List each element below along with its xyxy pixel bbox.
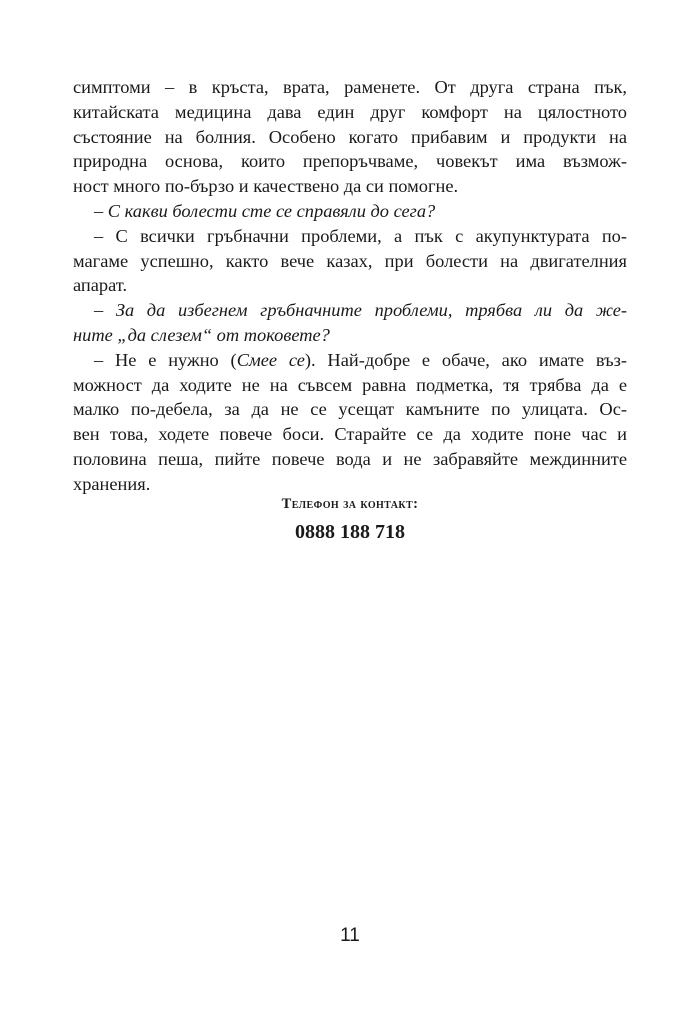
interview-question xyxy=(73,298,627,348)
interview-answer xyxy=(73,224,627,298)
text-fragment: ). Най-добре е обаче, ако имате въз- xyxy=(304,349,627,370)
text-line: ните „да слезем“ от токовете? xyxy=(73,324,330,345)
interview-answer xyxy=(73,348,627,497)
paragraph xyxy=(73,75,627,199)
contact-phone: 0888 188 718 xyxy=(295,521,405,543)
text-line: – С какви болести сте се справяли до сега? xyxy=(94,200,436,221)
text-line: ност много по-бързо и качествено да си помогне. xyxy=(73,176,459,197)
text-line: малко по-дебела, за да не се усещат камъните по улицата. Ос- xyxy=(73,399,627,420)
text-line: природна основа, които препоръчваме, човекът има възмож- xyxy=(73,151,627,172)
text-line: състояние на болния. Особено когато прибавим и продукти на xyxy=(73,126,627,147)
text-line: хранения. xyxy=(73,473,151,494)
text-fragment: – Не е нужно ( xyxy=(94,349,237,370)
text-line: вен това, ходете повече боси. Старайте се да ходите поне час и xyxy=(73,424,627,445)
text-line: симптоми – в кръста, врата, раменете. От друга страна пък, xyxy=(73,77,627,97)
article-body xyxy=(73,75,627,497)
text-line: апарат. xyxy=(73,275,128,296)
text-line: половина пеша, пийте повече вода и не забравяйте междинните xyxy=(73,448,627,469)
text-line: можност да ходите не на съвсем равна подметка, тя трябва да е xyxy=(73,374,627,395)
text-line: магаме успешно, както вече казах, при болести на двигателния xyxy=(73,250,627,271)
stage-direction: Смее се xyxy=(236,349,305,370)
text-line xyxy=(73,348,627,373)
contact-label: Телефон за контакт: xyxy=(281,496,419,512)
interview-question xyxy=(73,199,627,224)
text-line: – За да избегнем гръбначните проблеми, трябва ли да же- xyxy=(94,300,627,321)
text-line: – С всички гръбначни проблеми, а пък с акупунктурата по- xyxy=(94,225,627,246)
text-line: китайската медицина дава един друг комфорт на цялостното xyxy=(73,101,627,122)
page-number: 11 xyxy=(340,925,360,946)
